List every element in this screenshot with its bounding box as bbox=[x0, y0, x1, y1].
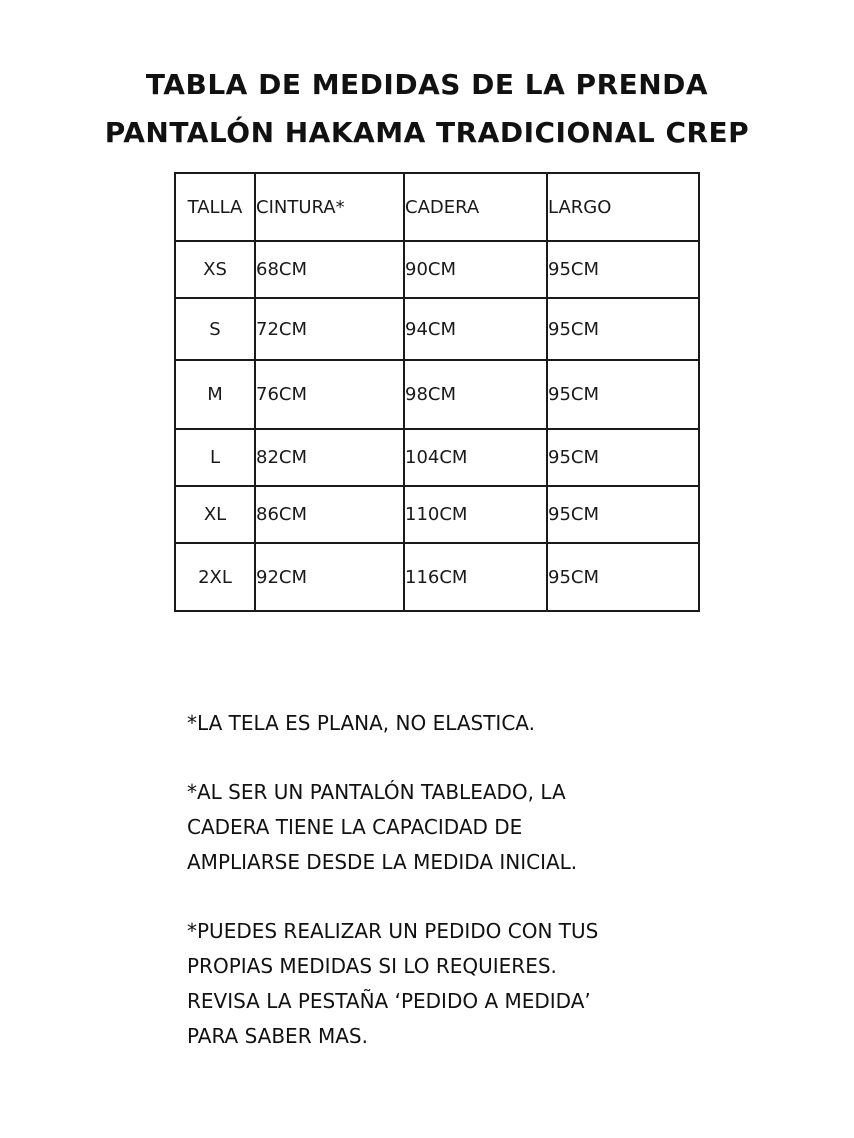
size-cell: M bbox=[175, 360, 255, 429]
table-row bbox=[175, 543, 699, 611]
waist-cell: 82CM bbox=[255, 429, 404, 486]
table-row bbox=[175, 241, 699, 298]
page-title: TABLA DE MEDIDAS DE LA PRENDA bbox=[145, 68, 709, 101]
table-row bbox=[175, 298, 699, 360]
note-custom-order bbox=[187, 914, 747, 1054]
column-header-talla: TALLA bbox=[175, 173, 255, 241]
table-row bbox=[175, 486, 699, 543]
size-cell: XS bbox=[175, 241, 255, 298]
column-header-cintura: CINTURA* bbox=[255, 173, 404, 241]
note-line: *PUEDES REALIZAR UN PEDIDO CON TUS bbox=[187, 919, 599, 943]
note-line: CADERA TIENE LA CAPACIDAD DE bbox=[187, 815, 523, 839]
hip-cell: 94CM bbox=[404, 298, 547, 360]
hip-cell: 98CM bbox=[404, 360, 547, 429]
hip-cell: 116CM bbox=[404, 543, 547, 611]
table-row bbox=[175, 429, 699, 486]
waist-cell: 92CM bbox=[255, 543, 404, 611]
note-line: *LA TELA ES PLANA, NO ELASTICA. bbox=[187, 711, 535, 735]
hip-cell: 104CM bbox=[404, 429, 547, 486]
hip-cell: 110CM bbox=[404, 486, 547, 543]
length-cell: 95CM bbox=[547, 360, 699, 429]
size-cell: L bbox=[175, 429, 255, 486]
length-cell: 95CM bbox=[547, 241, 699, 298]
page-subtitle: PANTALÓN HAKAMA TRADICIONAL CREP bbox=[104, 116, 750, 149]
note-line: *AL SER UN PANTALÓN TABLEADO, LA bbox=[187, 780, 566, 804]
length-cell: 95CM bbox=[547, 543, 699, 611]
length-cell: 95CM bbox=[547, 429, 699, 486]
waist-cell: 86CM bbox=[255, 486, 404, 543]
size-cell: 2XL bbox=[175, 543, 255, 611]
column-header-cadera: CADERA bbox=[404, 173, 547, 241]
waist-cell: 72CM bbox=[255, 298, 404, 360]
hip-cell: 90CM bbox=[404, 241, 547, 298]
note-fabric bbox=[187, 706, 747, 741]
note-line: PARA SABER MAS. bbox=[187, 1024, 368, 1048]
length-cell: 95CM bbox=[547, 298, 699, 360]
waist-cell: 68CM bbox=[255, 241, 404, 298]
note-line: AMPLIARSE DESDE LA MEDIDA INICIAL. bbox=[187, 850, 578, 874]
column-header-largo: LARGO bbox=[547, 173, 699, 241]
note-line: REVISA LA PESTAÑA ‘PEDIDO A MEDIDA’ bbox=[187, 989, 591, 1013]
table-header-row bbox=[175, 173, 699, 241]
waist-cell: 76CM bbox=[255, 360, 404, 429]
table-row bbox=[175, 360, 699, 429]
note-line: PROPIAS MEDIDAS SI LO REQUIERES. bbox=[187, 954, 557, 978]
size-cell: XL bbox=[175, 486, 255, 543]
length-cell: 95CM bbox=[547, 486, 699, 543]
size-cell: S bbox=[175, 298, 255, 360]
notes-section bbox=[187, 706, 747, 1088]
size-chart-table bbox=[174, 172, 700, 612]
note-pleated-hip bbox=[187, 775, 747, 880]
